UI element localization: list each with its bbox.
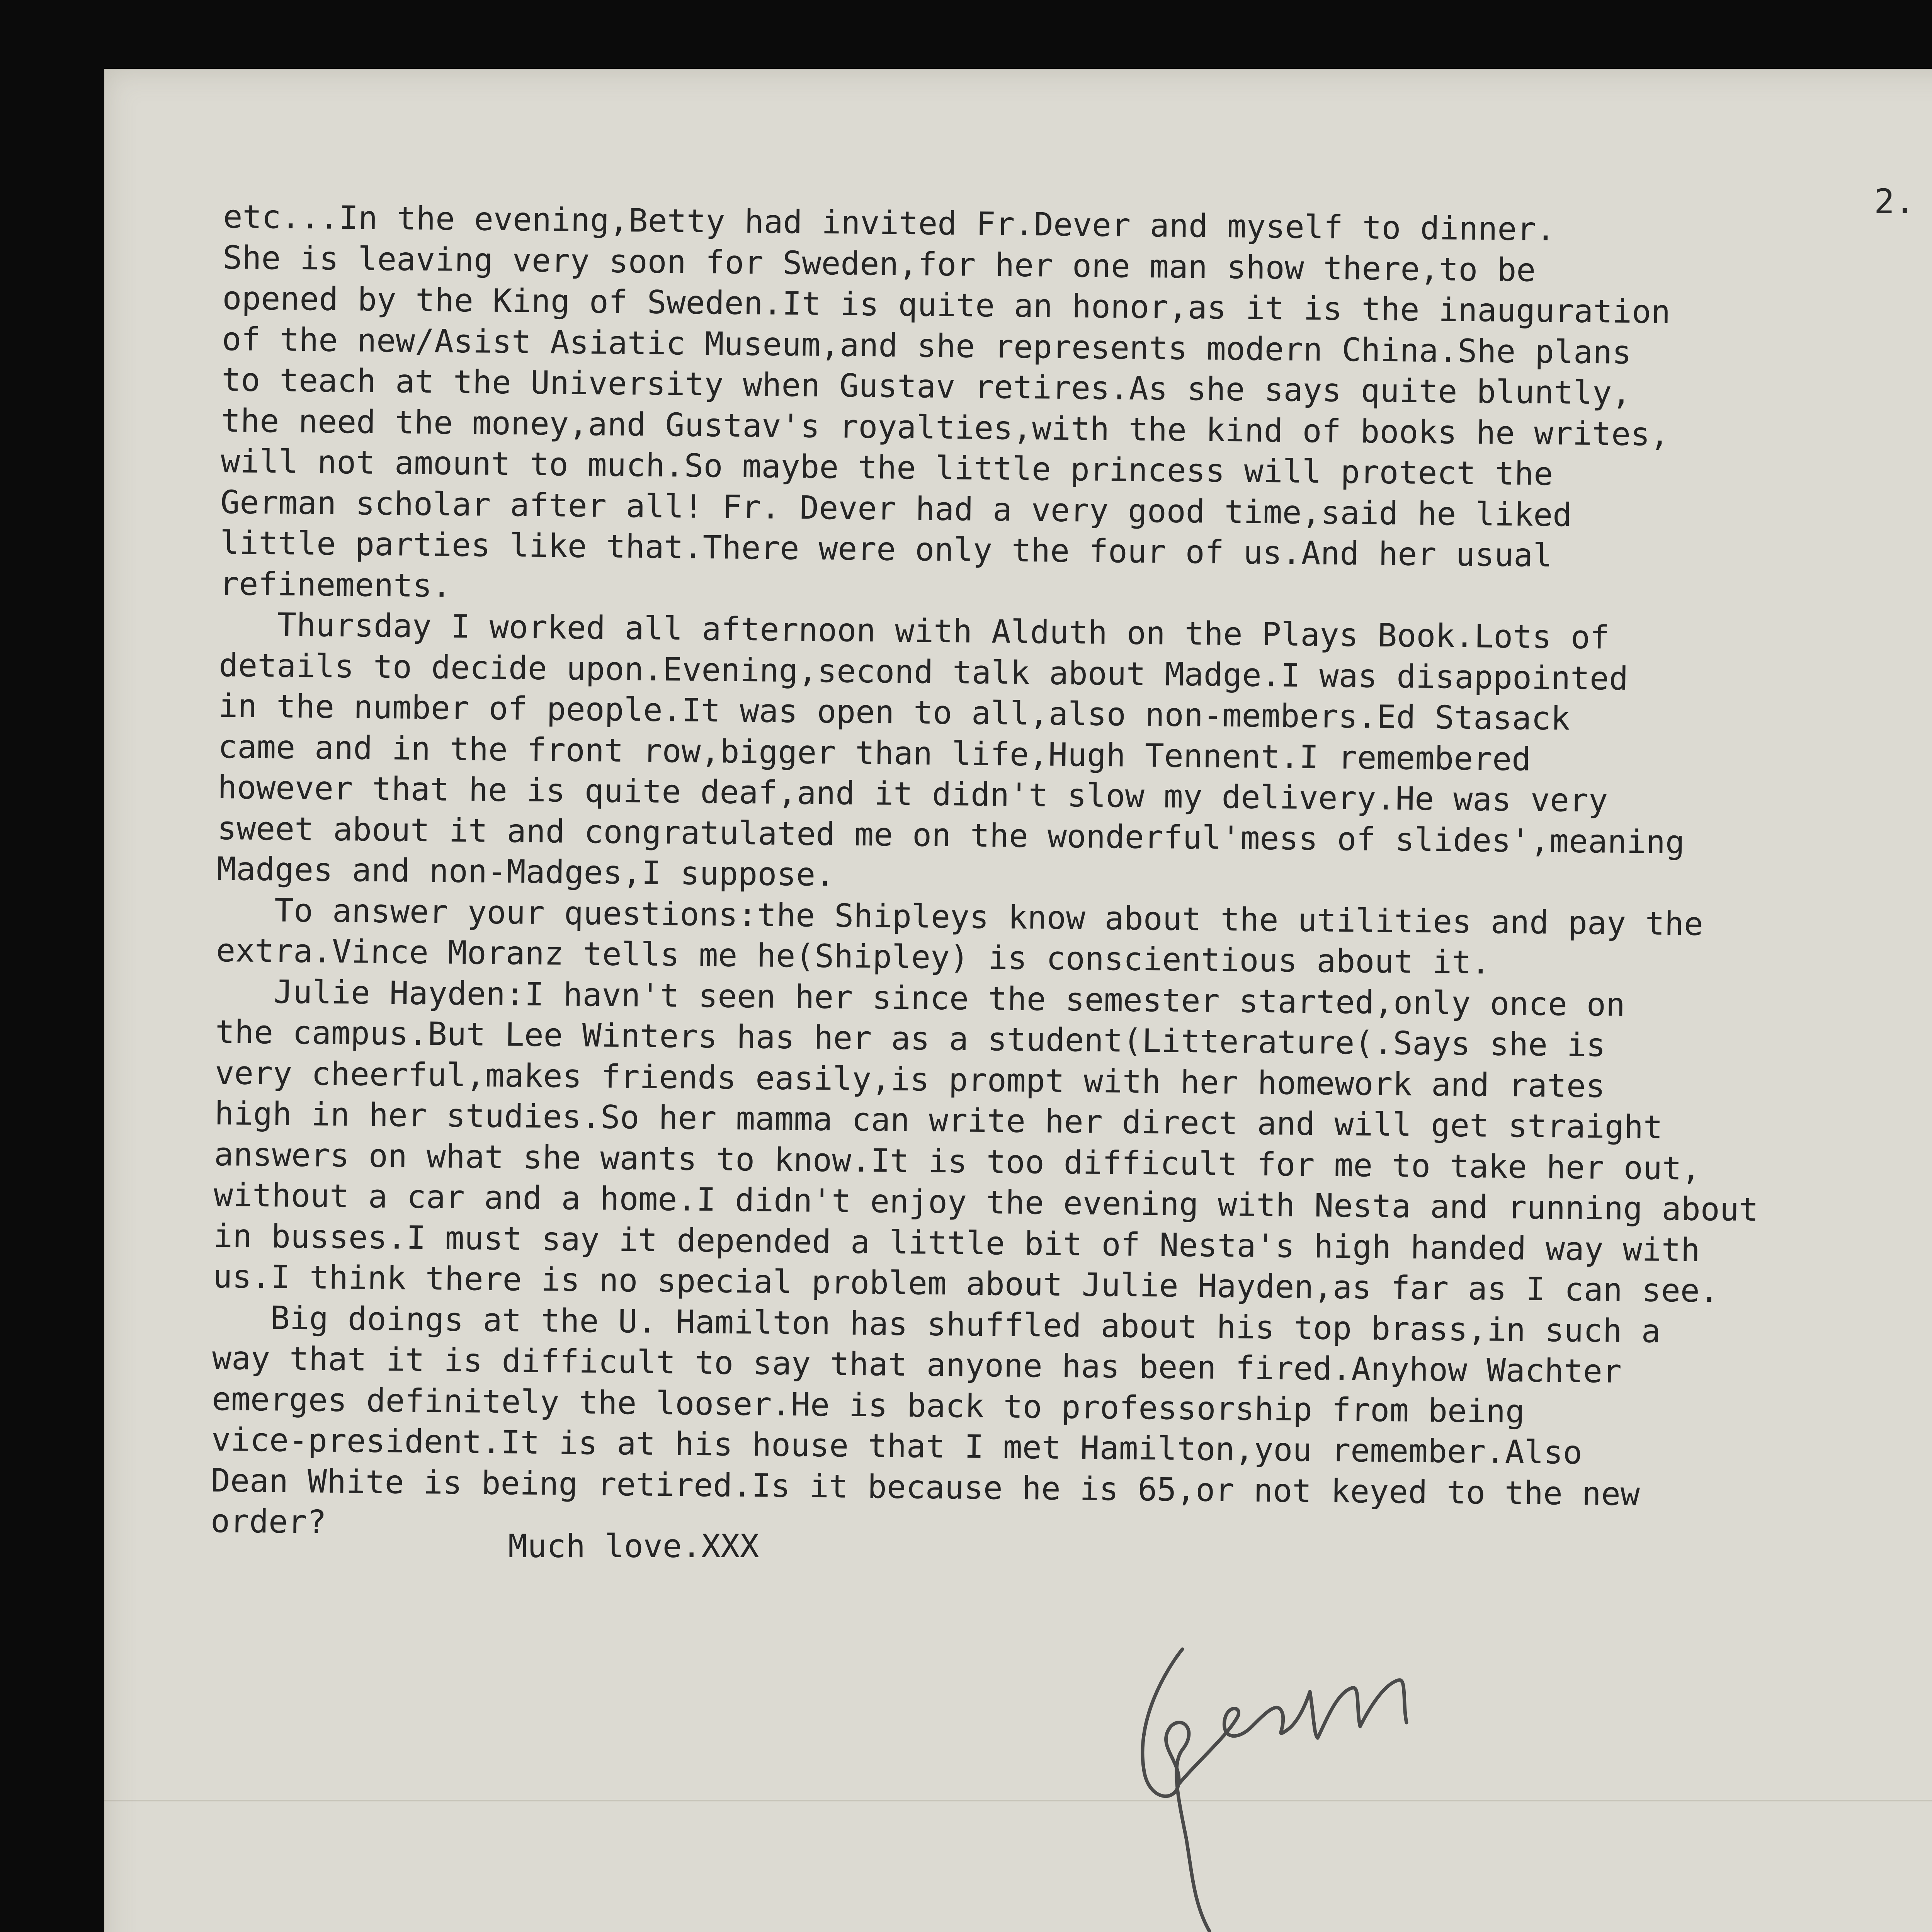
handwritten-signature [1121,1622,1492,1932]
letter-line: very cheerful,makes friends easily,is prompt with her homework and rates [214,1054,1605,1105]
letter-line: to teach at the University when Gustav retires.As she says quite bluntly, [221,361,1631,412]
letter-line: etc...In the evening,Betty had invited Fr.Dever and myself to dinner. [223,197,1556,248]
letter-line: little parties like that.There were only the four of us.And her usual [219,524,1553,575]
letter-line: refinements. [219,565,452,605]
letter-line: To answer your questions:the Shipleys know about the utilities and pay the [216,891,1704,943]
letter-line: us.I think there is no special problem about Julie Hayden,as far as I can see. [213,1257,1719,1310]
letter-line: Big doings at the U. Hamilton has shuffled about his top brass,in such a [212,1298,1661,1350]
letter-line: the campus.But Lee Winters has her as a student(Litterature(.Says she is [215,1013,1606,1064]
letter-line: high in her studies.So her mamma can write her direct and will get straight [214,1094,1663,1146]
letter-line: emerges definitely the looser.He is back to professorship from being [211,1380,1525,1430]
letter-line: however that he is quite deaf,and it didn't slow my delivery.He was very [217,768,1608,820]
letter-line: details to decide upon.Evening,second talk about Madge.I was disappointed [218,646,1629,697]
letter-line: vice-president.It is at his house that I met Hamilton,you remember.Also [211,1420,1583,1471]
letter-line: Madges and non-Madges,I suppose. [216,850,835,894]
letter-line: way that it is difficult to say that anyone has been fired.Anyhow Wachter [212,1339,1622,1390]
letter-line: in busses.I must say it depended a little bit of Nesta's high handed way with [213,1217,1701,1269]
letter-page [104,69,1932,1932]
letter-line: Thursday I worked all afternoon with Alduth on the Plays Book.Lots of [219,605,1610,656]
letter-line: answers on what she wants to know.It is too difficult for me to take her out, [214,1135,1701,1187]
letter-line: opened by the King of Sweden.It is quite an honor,as it is the inauguration [222,279,1671,331]
letter-line: sweet about it and congratulated me on the wonderful'mess of slides',meaning [217,809,1685,861]
paper-fold-line [104,1800,1932,1801]
letter-line: extra.Vince Moranz tells me he(Shipley) is conscientious about it. [216,931,1491,981]
letter-body [211,196,1932,1559]
letter-line: order? [210,1502,327,1541]
letter-line: She is leaving very soon for Sweden,for her one man show there,to be [223,238,1536,289]
closing-line: Much love.XXX [508,1527,759,1565]
letter-line: Dean White is being retired.Is it because he is 65,or not keyed to the new [211,1461,1640,1513]
letter-line: in the number of people.It was open to all,also non-members.Ed Stasack [218,687,1570,738]
letter-line: Julie Hayden:I havn't seen her since the semester started,only once on [215,972,1626,1024]
letter-line: without a car and a home.I didn't enjoy the evening with Nesta and running about [213,1176,1759,1229]
page-number: 2. [1874,182,1915,221]
letter-line: of the new/Asist Asiatic Museum,and she represents modern China.She plans [221,320,1632,371]
letter-line: the need the money,and Gustav's royalties,with the kind of books he writes, [221,401,1670,453]
letter-line: German scholar after all! Fr. Dever had a very good time,said he liked [220,483,1572,534]
letter-line: came and in the front row,bigger than life,Hugh Tennent.I remembered [218,728,1531,778]
letter-line: will not amount to much.So maybe the little princess will protect the [220,442,1553,493]
